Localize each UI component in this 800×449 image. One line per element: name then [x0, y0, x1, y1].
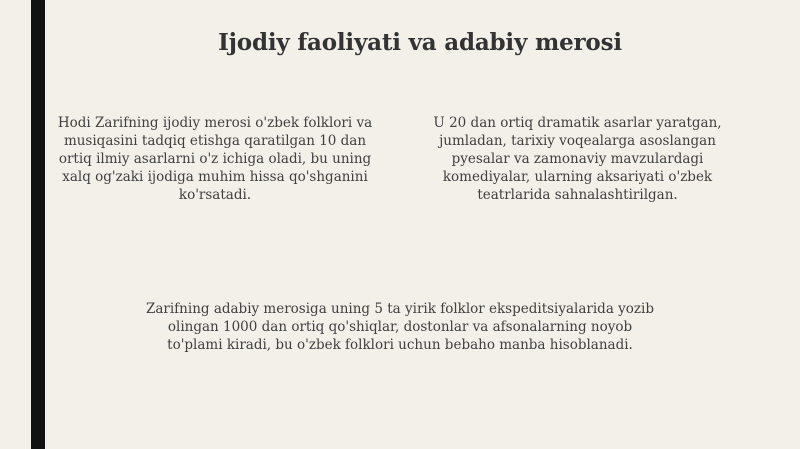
paragraph-folklore-collection: Zarifning adabiy merosiga uning 5 ta yirik folklor ekspeditsiyalarida yozib olingan 1000 dan ortiq qo'shiqlar, dostonlar va afsonalarning noyob to'plami kiradi, bu o'zbek folklori uchun bebaho manba hisoblanadi. — [145, 301, 654, 353]
left-accent-bar — [31, 0, 45, 449]
slide-title: Ijodiy faoliyati va adabiy merosi — [218, 29, 622, 56]
paragraph-dramatic-works: U 20 dan ortiq dramatik asarlar yaratgan, jumladan, tarixiy voqealarga asoslangan pyesalar va zamonaviy mavzulardagi komediyalar, ularning aksariyati o'zbek teatrlarida sahnalashtirilgan. — [433, 115, 722, 203]
paragraph-folklore-research: Hodi Zarifning ijodiy merosi o'zbek folklori va musiqasini tadqiq etishga qaratilgan 10 dan ortiq ilmiy asarlarni o'z ichiga oladi, bu uning xalq og'zaki ijodiga muhim hissa qo'shganini ko'rsatadi. — [57, 115, 373, 203]
